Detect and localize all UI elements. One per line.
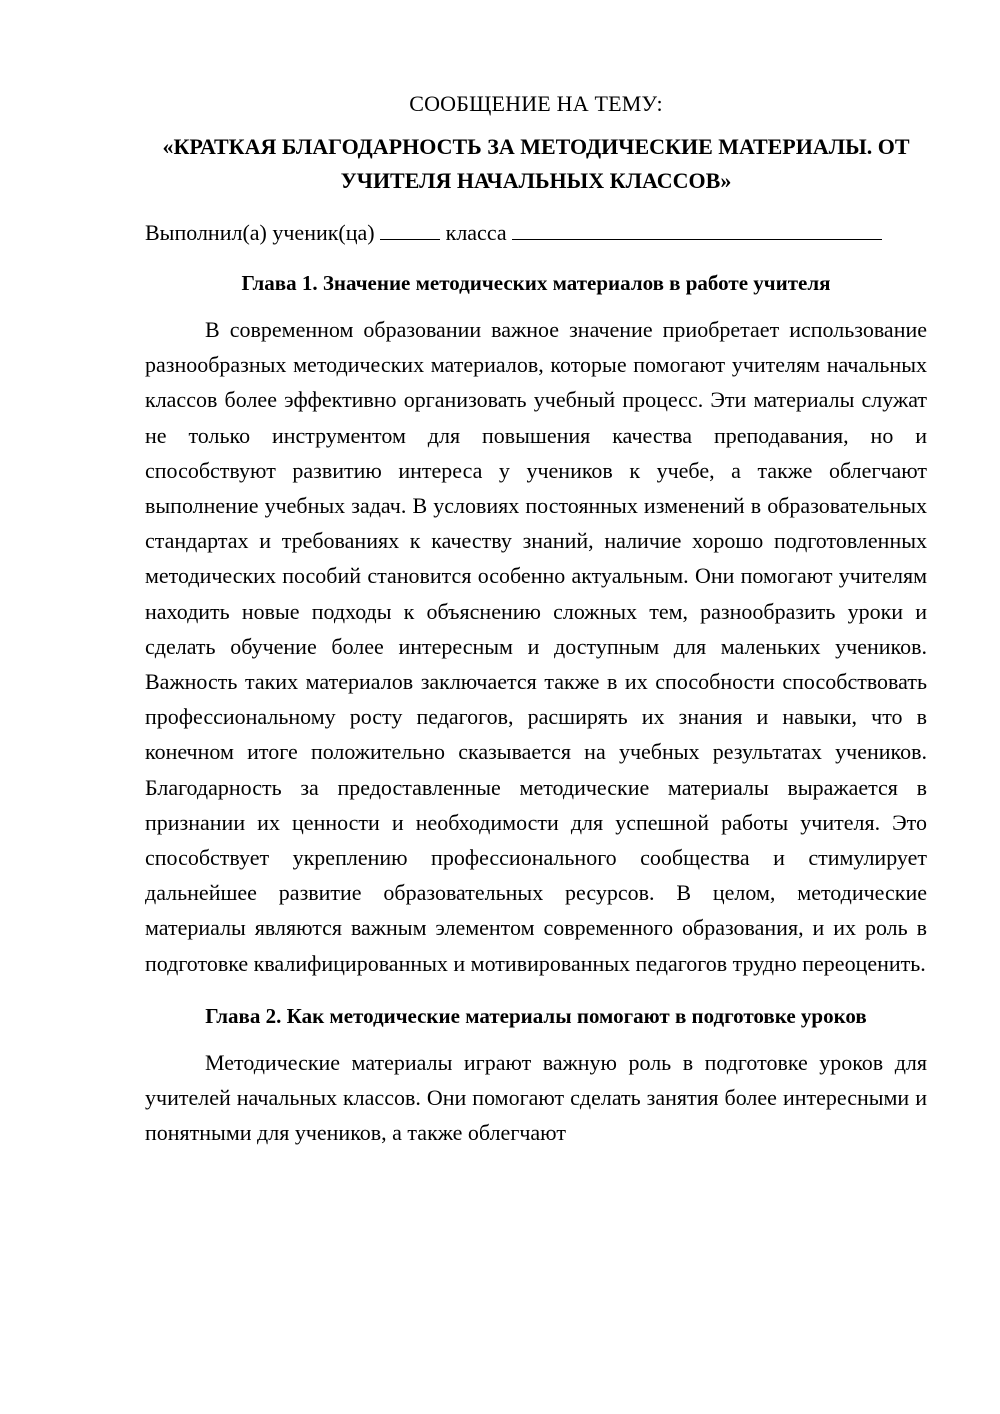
chapter-1-heading: Глава 1. Значение методических материалов в работе учителя	[241, 271, 831, 295]
document-page	[145, 90, 927, 1170]
chapter-2-heading: Глава 2. Как методические материалы помогают в подготовке уроков	[205, 1003, 867, 1028]
report-title: «КРАТКАЯ БЛАГОДАРНОСТЬ ЗА МЕТОДИЧЕСКИЕ МАТЕРИАЛЫ. ОТ УЧИТЕЛЯ НАЧАЛЬНЫХ КЛАССОВ»	[162, 134, 910, 193]
chapter-2-text: Методические материалы играют важную роль в подготовке уроков для учителей начальных классов. Они помогают сделать занятия более интересными и понятными для учеников, а также облегчают	[145, 1049, 927, 1146]
student-name-blank	[512, 219, 882, 240]
report-type-heading: СООБЩЕНИЕ НА ТЕМУ:	[409, 91, 663, 116]
signature-line	[145, 218, 927, 248]
class-word-label: класса	[445, 220, 507, 245]
performed-by-label: Выполнил(а) ученик(ца)	[145, 220, 375, 245]
chapter-1-text: В современном образовании важное значение приобретает использование разнообразных методических материалов, которые помогают учителям начальных классов более эффективно организовать учебный процесс. Эти материалы служат не только инструментом для повышения качества преподавания, но и способствуют развитию интереса у учеников к учебе, а также облегчают выполнение учебных задач. В условиях постоянных изменений в образовательных стандартах и требованиях к качеству знаний, наличие хорошо подготовленных методических пособий становится особенно актуальным. Они помогают учителям находить новые подходы к объяснению сложных тем, разнообразить уроки и сделать обучение более интересным и доступным для маленьких учеников. Важность таких материалов заключается также в их способности способствовать профессиональному росту педагогов, расширять их знания и навыки, что в конечном итоге положительно сказывается на учебных результатах учеников. Благодарность за предоставленные методические материалы выражается в признании их ценности и необходимости для успешной работы учителя. Это способствует укреплению профессионального сообщества и стимулирует дальнейшее развитие образовательных ресурсов. В целом, методические материалы являются важным элементом современного образования, и их роль в подготовке квалифицированных и мотивированных педагогов трудно переоценить.	[145, 317, 927, 976]
class-number-blank	[380, 219, 440, 240]
